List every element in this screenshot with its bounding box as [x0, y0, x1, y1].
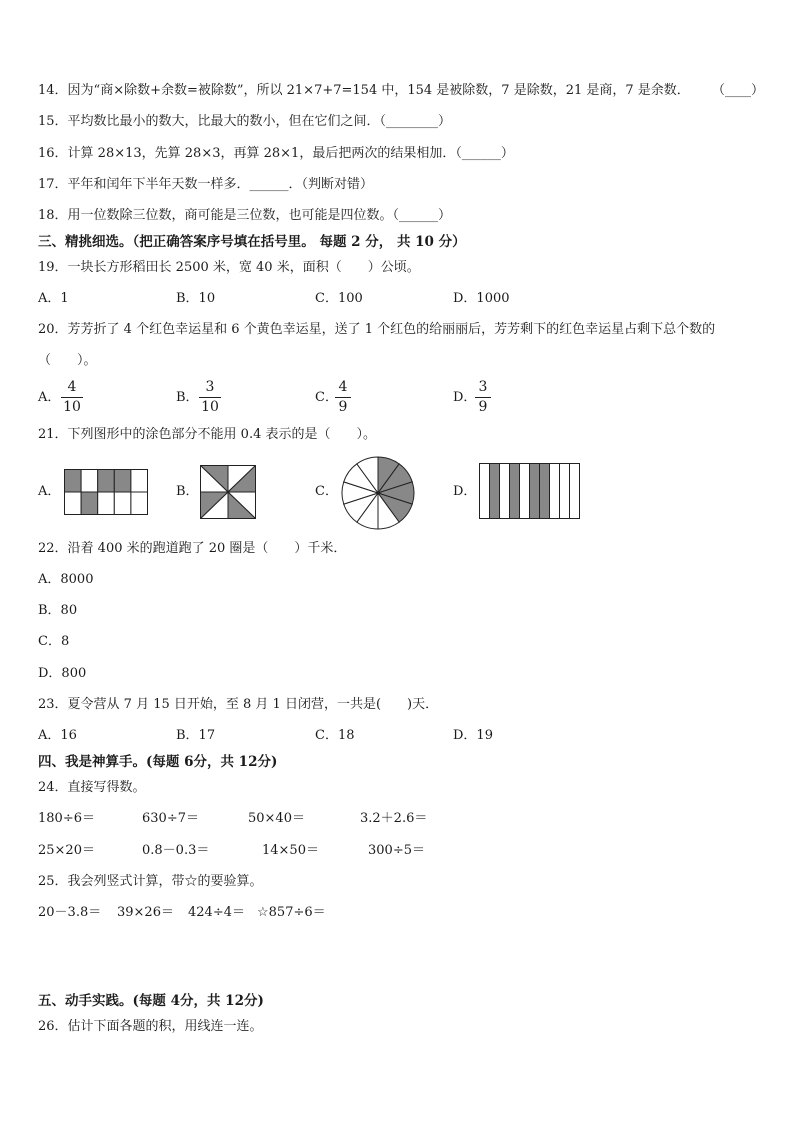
q25-item[interactable]: ☆857÷6＝ — [257, 905, 326, 920]
q21-option-d-label[interactable]: D． — [453, 484, 477, 499]
q24-item[interactable]: 25×20＝ — [38, 843, 95, 858]
section-5-title: 五、动手实践。(每题 4分，共 12分) — [38, 993, 264, 1009]
q20-fraction-c: 4 9 — [335, 379, 351, 416]
q19-option-b[interactable]: B．10 — [176, 291, 216, 306]
q24-item[interactable]: 180÷6＝ — [38, 811, 95, 826]
question-19: 19．一块长方形稻田长 2500 米，宽 40 米，面积（ ）公顷。 — [38, 260, 420, 275]
q20-option-d-label[interactable]: D． — [453, 390, 477, 405]
q21-figure-c — [341, 456, 415, 530]
q21-figure-b — [200, 465, 256, 519]
q21-option-a-label[interactable]: A． — [38, 484, 61, 499]
q22-option-d[interactable]: D．800 — [38, 666, 87, 681]
question-23: 23．夏令营从 7 月 15 日开始，至 8 月 1 日闭营，一共是( )天． — [38, 697, 439, 712]
q20-option-c-label[interactable]: C． — [315, 390, 338, 405]
section-4-title: 四、我是神算手。(每题 6分，共 12分) — [38, 754, 278, 770]
q23-option-b[interactable]: B．17 — [176, 728, 216, 743]
q19-option-c[interactable]: C．100 — [315, 291, 363, 306]
q23-option-d[interactable]: D．19 — [453, 728, 493, 743]
question-14-text: 14．因为“商×除数+余数=被除数”，所以 21×7+7=154 中，154 是被除数，7 是除数，21 是商，7 是余数． — [38, 83, 690, 98]
q21-figure-a — [64, 469, 149, 515]
q24-item[interactable]: 50×40＝ — [248, 811, 305, 826]
q24-item[interactable]: 630÷7＝ — [142, 811, 199, 826]
q19-option-d[interactable]: D．1000 — [453, 291, 510, 306]
q22-option-a[interactable]: A．8000 — [38, 572, 94, 587]
q20-option-b-label[interactable]: B． — [176, 390, 199, 405]
q24-item[interactable]: 300÷5＝ — [368, 843, 425, 858]
question-14 — [38, 82, 690, 100]
q24-item[interactable]: 14×50＝ — [262, 843, 319, 858]
q25-item[interactable]: 424÷4＝ — [188, 905, 245, 920]
q21-figure-d — [479, 463, 581, 519]
question-15: 15．平均数比最小的数大，比最大的数小，但在它们之间．（________） — [38, 114, 452, 129]
answer-paren-14[interactable]: （____） — [712, 83, 765, 98]
question-20-line2: （ ）。 — [38, 353, 97, 368]
question-18: 18．用一位数除三位数，商可能是三位数，也可能是四位数。（______） — [38, 208, 452, 223]
q24-item[interactable]: 3.2＋2.6＝ — [360, 811, 428, 826]
q21-option-b-label[interactable]: B． — [176, 484, 199, 499]
q22-option-b[interactable]: B．80 — [38, 603, 78, 618]
q20-fraction-d: 3 9 — [475, 379, 491, 416]
q19-option-a[interactable]: A．1 — [38, 291, 69, 306]
question-20-line1: 20．芳芳折了 4 个红色幸运星和 6 个黄色幸运星，送了 1 个红色的给丽丽后，芳芳剩下的红色幸运星占剩下总个数的 — [38, 322, 716, 337]
question-26: 26．估计下面各题的积，用线连一连。 — [38, 1019, 263, 1034]
q24-item[interactable]: 0.8－0.3＝ — [142, 843, 210, 858]
question-16: 16．计算 28×13，先算 28×3，再算 28×1，最后把两次的结果相加．（______） — [38, 146, 514, 161]
q23-option-a[interactable]: A．16 — [38, 728, 77, 743]
q20-fraction-b: 3 10 — [199, 379, 221, 416]
q20-fraction-a: 4 10 — [61, 379, 83, 416]
question-21: 21．下列图形中的涂色部分不能用 0.4 表示的是（ ）。 — [38, 427, 376, 442]
section-3-title: 三、精挑细选。（把正确答案序号填在括号里。 每题 2 分， 共 10 分） — [38, 234, 466, 250]
q25-item[interactable]: 39×26＝ — [117, 905, 174, 920]
q25-item[interactable]: 20－3.8＝ — [38, 905, 102, 920]
question-22: 22．沿着 400 米的跑道跑了 20 圈是（ ）千米． — [38, 541, 347, 556]
q21-option-c-label[interactable]: C． — [315, 484, 338, 499]
question-24: 24．直接写得数。 — [38, 780, 146, 795]
question-25: 25．我会列竖式计算，带☆的要验算。 — [38, 874, 263, 889]
q22-option-c[interactable]: C．8 — [38, 634, 70, 649]
q20-option-a-label[interactable]: A． — [38, 390, 61, 405]
q23-option-c[interactable]: C．18 — [315, 728, 355, 743]
question-17: 17．平年和闰年下半年天数一样多．______．（判断对错） — [38, 177, 374, 192]
